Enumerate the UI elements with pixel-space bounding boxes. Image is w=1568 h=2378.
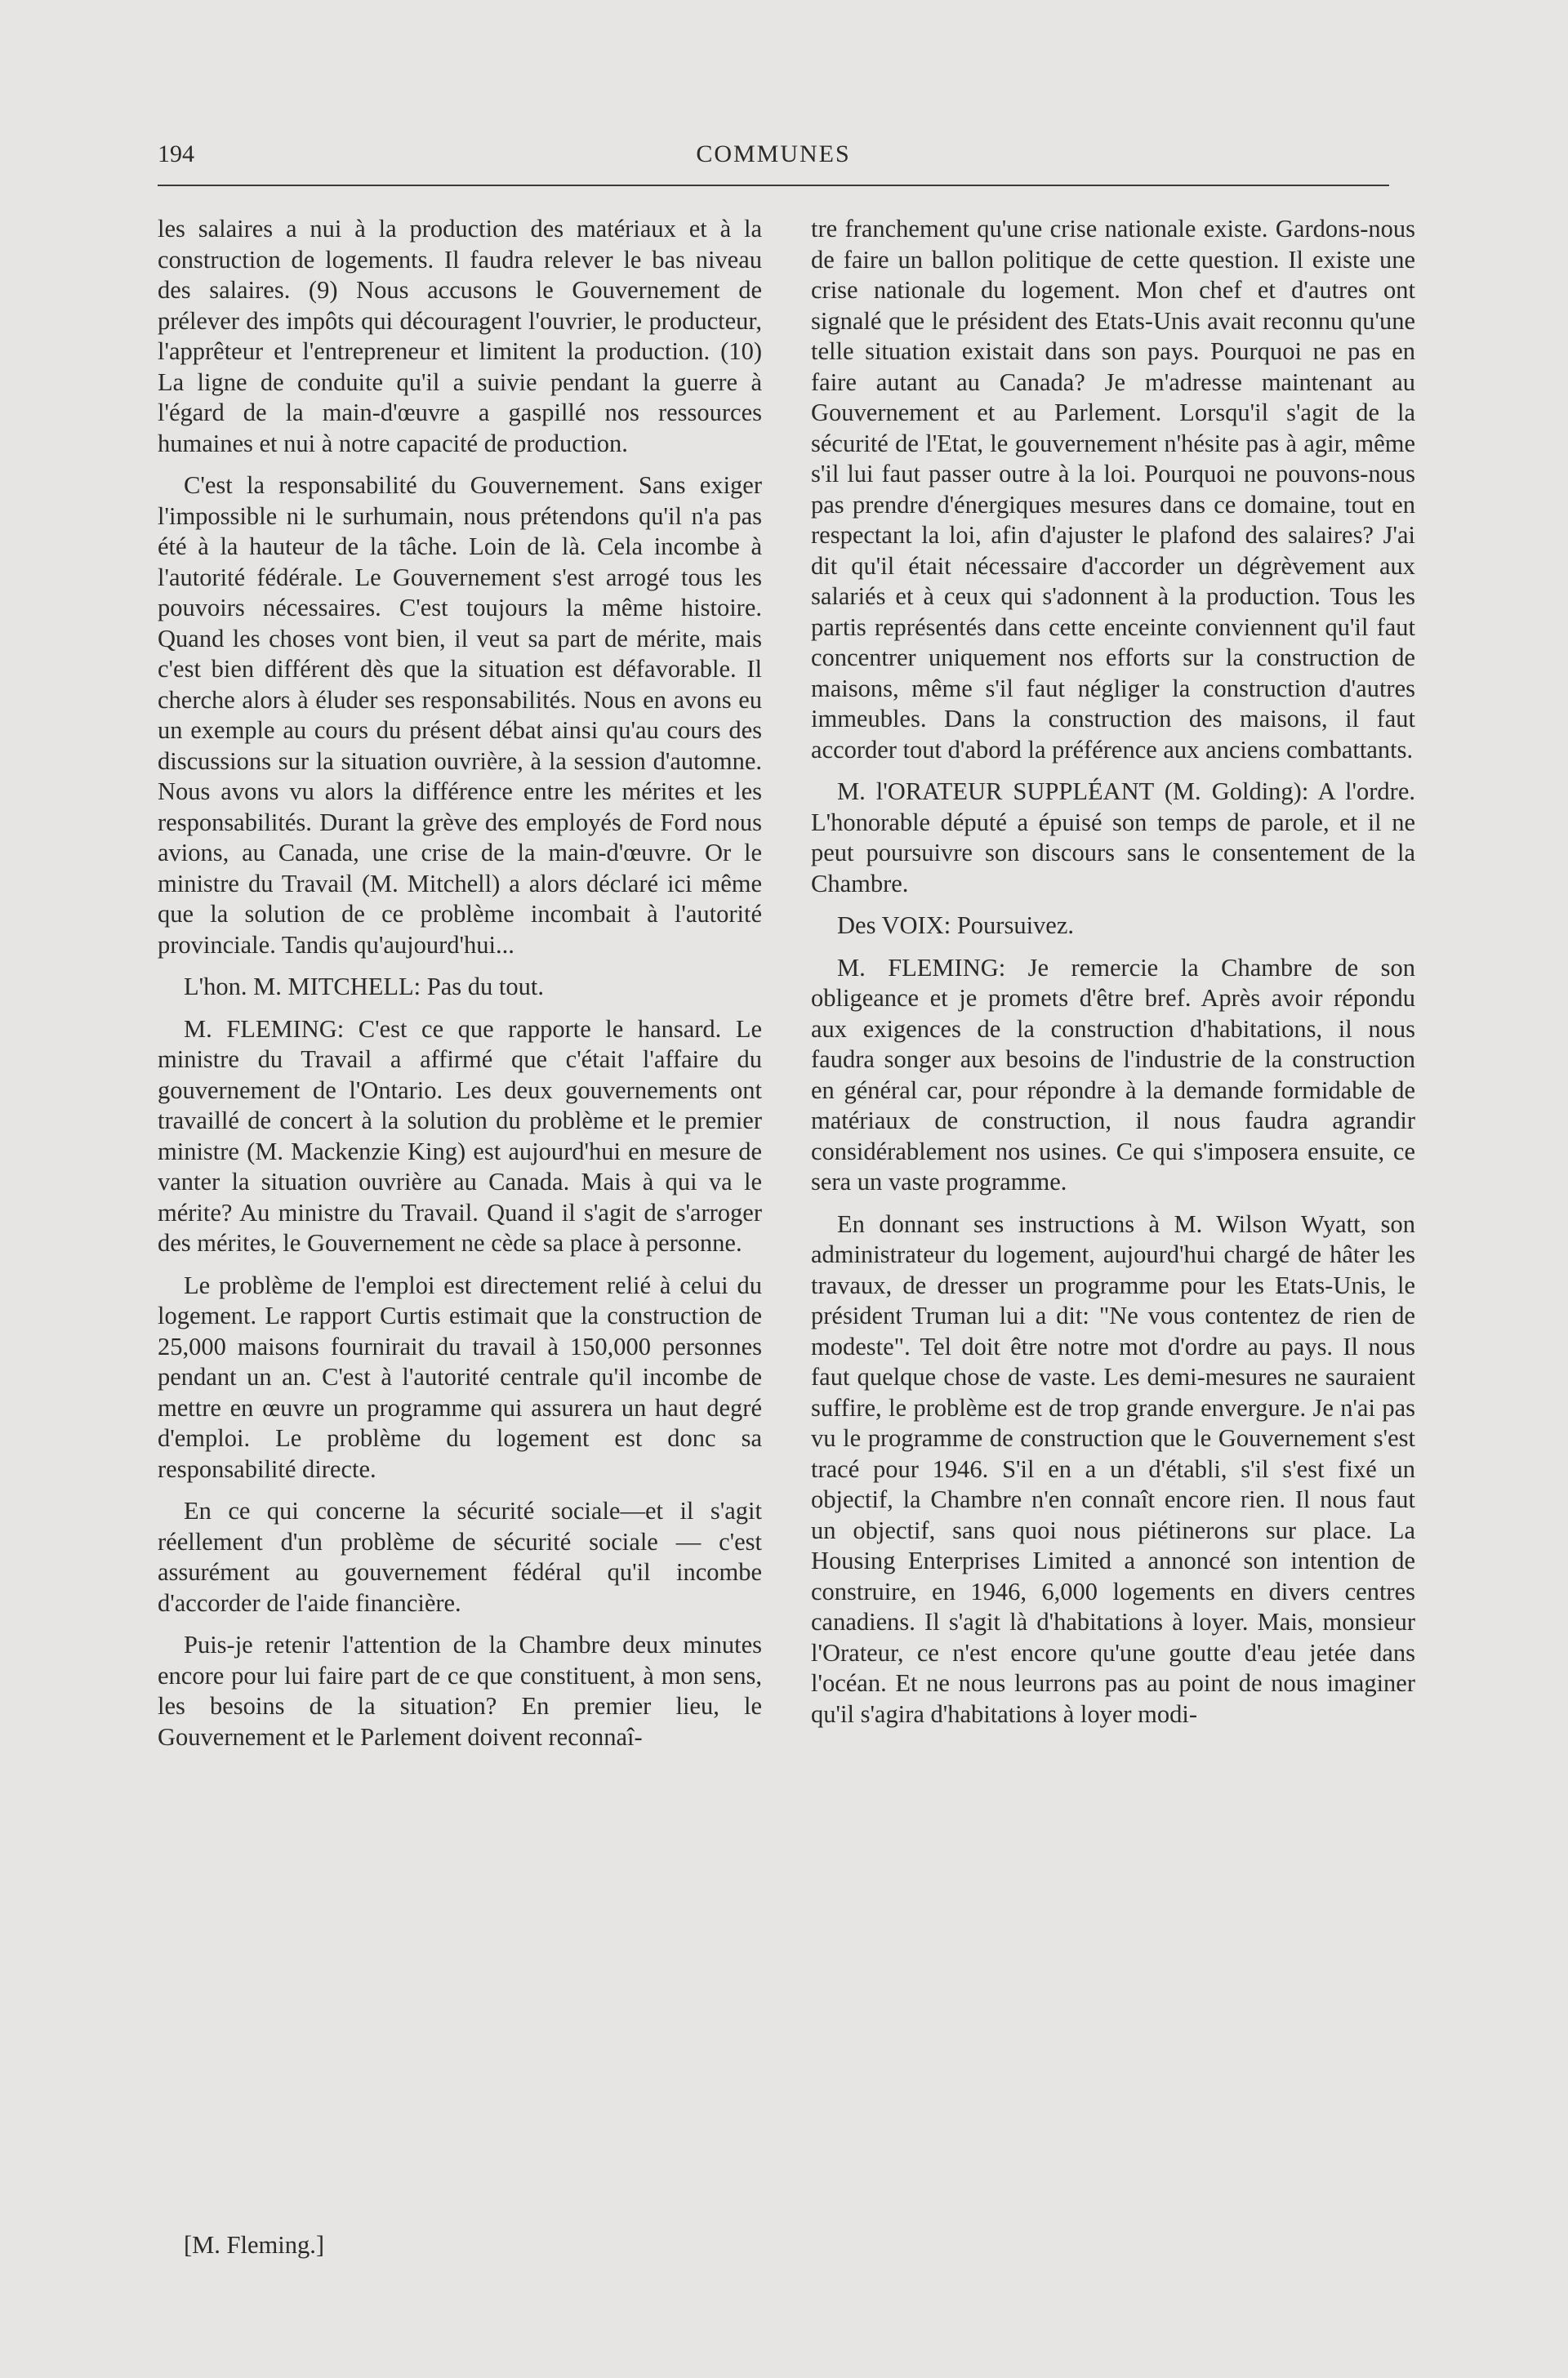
left-column [158, 214, 762, 1764]
paragraph: C'est la responsabilité du Gouvernement. Sans exiger l'impossible ni le surhumain, nous prétendons qu'il n'a pas été à la hauteur de la tâche. Loin de là. Cela incombe à l'autorité fédérale. Le Gouvernement s'est arrogé tous les pouvoirs nécessaires. C'est toujours la même histoire. Quand les choses vont bien, il veut sa part de mérite, mais c'est bien différent dès que la situation est défavorable. Il cherche alors à éluder ses responsabilités. Nous en avons eu un exemple au cours du présent débat ainsi qu'au cours des discussions sur la situation ouvrière, à la session d'automne. Nous avons vu alors la différence entre les mérites et les responsabilités. Durant la grève des employés de Ford nous avions, au Canada, une crise de la main-d'œuvre. Or le ministre du Travail (M. Mitchell) a alors déclaré ici même que la solution de ce problème incombait à l'autorité provinciale. Tandis qu'aujourd'hui... [158, 471, 762, 959]
right-column [811, 214, 1415, 1741]
paragraph: En ce qui concerne la sécurité sociale—et il s'agit réellement d'un problème de sécurité sociale — c'est assurément au gouvernement fédéral qu'il incombe d'accorder de l'aide financière. [158, 1497, 762, 1617]
paragraph: M. l'ORATEUR SUPPLÉANT (M. Golding): A l'ordre. L'honorable député a épuisé son temps de parole, et il ne peut poursuivre son discours sans le consentement de la Chambre. [811, 777, 1415, 897]
speaker-footer: [M. Fleming.] [184, 2231, 324, 2259]
paragraph: tre franchement qu'une crise nationale existe. Gardons-nous de faire un ballon politique de cette question. Il existe une crise nationale du logement. Mon chef et d'autres ont signalé que le président des Etats-Unis avait reconnu qu'une telle situation existait dans son pays. Pourquoi ne pas en faire autant au Canada? Je m'adresse maintenant au Gouvernement et au Parlement. Lorsqu'il s'agit de la sécurité de l'Etat, le gouvernement n'hésite pas à agir, même s'il lui faut passer outre à la loi. Pourquoi ne pouvons-nous pas prendre d'énergiques mesures dans ce domaine, tout en respectant la loi, afin d'ajuster le plafond des salaires? J'ai dit qu'il était nécessaire d'accorder un dégrèvement aux salariés et à ceux qui s'adonnent à la production. Tous les partis représentés dans cette enceinte conviennent qu'il faut concentrer uniquement nos efforts sur la construction de maisons, même s'il faut négliger la construction d'autres immeubles. Dans la construction des maisons, il faut accorder tout d'abord la préférence aux anciens combattants. [811, 215, 1415, 764]
paragraph: Des VOIX: Poursuivez. [837, 911, 1075, 939]
paragraph: L'hon. M. MITCHELL: Pas du tout. [184, 973, 544, 1000]
page-number: 194 [158, 140, 194, 167]
paragraph: Le problème de l'emploi est directement relié à celui du logement. Le rapport Curtis estimait que la construction de 25,000 maisons fournirait du travail à 150,000 personnes pendant un an. C'est à l'autorité centrale qu'il incombe de mettre en œuvre un programme qui assurera un haut degré d'emploi. Le problème du logement est donc sa responsabilité directe. [158, 1271, 762, 1483]
paragraph: En donnant ses instructions à M. Wilson Wyatt, son administrateur du logement, aujourd'hui chargé de hâter les travaux, de dresser un programme pour les Etats-Unis, le président Truman lui a dit: "Ne vous contentez de rien de modeste". Tel doit être notre mot d'ordre au pays. Il nous faut quelque chose de vaste. Les demi-mesures ne sauraient suffire, le problème est de trop grande envergure. Je n'ai pas vu le programme de construction que le Gouvernement s'est tracé pour 1946. S'il en a un d'établi, s'il s'est fixé un objectif, la Chambre n'en connaît encore rien. Il nous faut un objectif, sans quoi nous piétinerons sur place. La Housing Enterprises Limited a annoncé son intention de construire, en 1946, 6,000 logements en divers centres canadiens. Il s'agit là d'habitations à loyer. Mais, monsieur l'Orateur, ce n'est encore qu'une goutte d'eau jetée dans l'océan. Et ne nous leurrons pas au point de nous imaginer qu'il s'agira d'habitations à loyer modi- [811, 1209, 1415, 1728]
page-header [158, 140, 1389, 178]
paragraph: M. FLEMING: Je remercie la Chambre de son obligeance et je promets d'être bref. Après avoir répondu aux exigences de la construction d'habitations, il nous faudra songer aux besoins de l'industrie de la construction en général car, pour répondre à la demande formidable de matériaux de construction, il nous faudra agrandir considérablement nos usines. Ce qui s'imposera ensuite, ce sera un vaste programme. [811, 953, 1415, 1196]
paragraph: M. FLEMING: C'est ce que rapporte le hansard. Le ministre du Travail a affirmé que c'était l'affaire du gouvernement de l'Ontario. Les deux gouvernements ont travaillé de concert à la solution du problème et le premier ministre (M. Mackenzie King) est aujourd'hui en mesure de vanter la situation ouvrière au Canada. Mais à qui va le mérite? Au ministre du Travail. Quand il s'agit de s'arroger des mérites, le Gouvernement ne cède sa place à personne. [158, 1014, 762, 1257]
header-rule [158, 185, 1389, 186]
running-title: COMMUNES [696, 140, 851, 167]
paragraph: Puis-je retenir l'attention de la Chambre deux minutes encore pour lui faire part de ce que constituent, à mon sens, les besoins de la situation? En premier lieu, le Gouvernement et le Parlement doivent reconnaî- [158, 1631, 762, 1751]
paragraph: les salaires a nui à la production des matériaux et à la construction de logements. Il faudra relever le bas niveau des salaires. (9) Nous accusons le Gouvernement de prélever des impôts qui découragent l'ouvrier, le producteur, l'apprêteur et l'entrepreneur et limitent la production. (10) La ligne de conduite qu'il a suivie pendant la guerre à l'égard de la main-d'œuvre a gaspillé nos ressources humaines et nui à notre capacité de production. [158, 215, 762, 457]
